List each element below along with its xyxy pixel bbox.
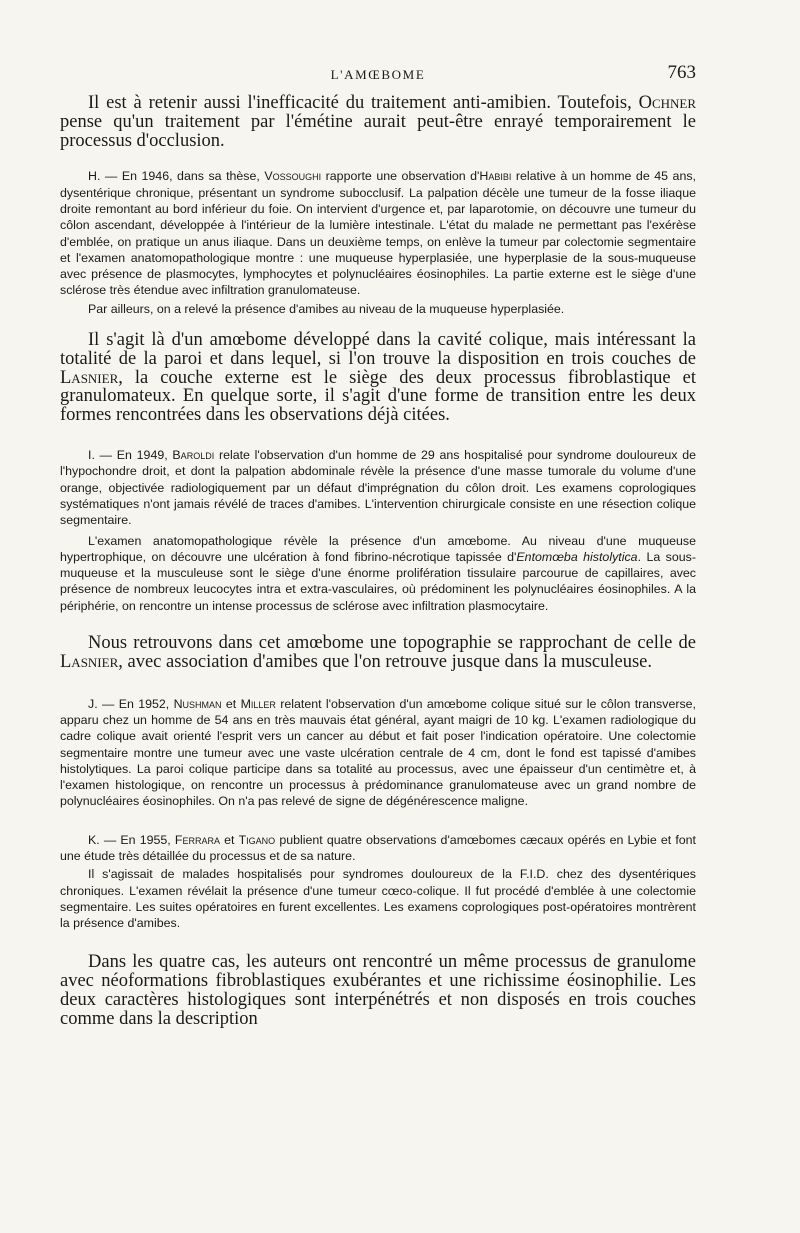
observation-k <box>60 832 696 932</box>
observation-j-text <box>60 696 696 810</box>
paragraph-conclusion: Dans les quatre cas, les auteurs ont rencontré un même processus de granulome avec néoformations fibroblastiques exubérantes et une richissime éosinophilie. Les deux caractères histologiques sont interpénétrés et non disposés en trois couches comme dans la description <box>60 952 696 1029</box>
species-name: Entomœba histolytica <box>516 549 638 564</box>
observation-h-body: En 1946, dans sa thèse, Vossoughi rapporte une observation d'Habibi relative à un homme de 45 ans, dysentérique chronique, présentant un syndrome subocclusif. La palpation décèle une tumeur de la fosse iliaque droite remontant au bord inférieur du foie. On intervient d'urgence et, par laparotomie, on découvre une tumeur du côlon ascendant, développée à l'intérieur de la lumière intestinale. L'état du malade ne permettant pas l'exérèse d'emblée, on pratique un anus iliaque. Dans un deuxième temps, on enlève la tumeur par colectomie segmentaire et l'examen anatomopathologique montre : une muqueuse hyperplasiée, une hyperplasie de la sous-muqueuse avec présence de plasmocytes, lymphocytes et polynucléaires éosinophiles. La partie externe est le siège d'une sclérose très étendue avec infiltration granulomateuse. <box>60 169 696 298</box>
running-title: L'AMŒBOME <box>330 67 426 82</box>
paragraph-commentary-2: Nous retrouvons dans cet amœbome une topographie se rapprochant de celle de Lasnier, avec association d'amibes que l'on retrouve jusque dans la musculeuse. <box>60 633 696 672</box>
observation-h-letter: H. — <box>88 169 118 184</box>
observation-i-letter: I. — <box>88 448 113 463</box>
observation-k-body: En 1955, Ferrara et Tigano publient quatre observations d'amœbomes cæcaux opérés en Lybie et font une étude très détaillée du processus et de sa nature. <box>60 832 696 863</box>
author-name: Ferrara <box>174 832 220 847</box>
author-name: Ochner <box>638 93 696 113</box>
observation-i-exam: L'examen anatomopathologique révèle la présence d'un amœbome. Au niveau d'une muqueuse hypertrophique, on découvre une ulcération à fond fibrino-nécrotique tapissée d'Entomœba histolytica. La sous-muqueuse et la musculeuse sont le siège d'une énorme prolifération tissulaire parcourue de capillaires, avec présence de nombreux leucocytes intra et extra-vasculaires, où prédominent les polynucléaires éosinophiles. A la périphérie, on rencontre un intense processus de sclérose avec infiltration plasmocytaire. <box>60 533 696 613</box>
observation-k-text <box>60 832 696 865</box>
observation-i-body: En 1949, Baroldi relate l'observation d'un homme de 29 ans hospitalisé pour syndrome douloureux de l'hypochondre droit, et dont la palpation abdominale révèle la présence d'une masse tumorale du volume d'une orange, objectivée radiologiquement par un défaut d'imprégnation du côlon droit. Les examens coprologiques systématiques n'ont jamais révélé de traces d'amibes. L'intervention chirurgicale consiste en une résection colique segmentaire. <box>60 448 696 528</box>
observation-k-detail: Il s'agissait de malades hospitalisés pour syndromes douloureux de la F.I.D. chez des dysentériques chroniques. L'examen révélait la présence d'une tumeur cœco-colique. Il fut procédé d'emblée à une colectomie segmentaire. Les suites opératoires en furent excellentes. Les examens coprologiques post-opératoires montrèrent la présence d'amibes. <box>60 867 696 931</box>
observation-h <box>60 168 696 317</box>
page-number: 763 <box>667 62 696 83</box>
page-header <box>60 62 696 86</box>
paragraph-intro: Il est à retenir aussi l'inefficacité du traitement anti-amibien. Toutefois, Ochner pense qu'un traitement par l'émétine aurait peut-être enrayé temporairement le processus d'occlusion. <box>60 93 696 151</box>
author-name: Habibi <box>479 169 512 184</box>
author-name: Lasnier <box>60 651 119 672</box>
observation-j-body: En 1952, Nushman et Miller relatent l'observation d'un amœbome colique situé sur le côlon transverse, apparu chez un homme de 54 ans en très mauvais état général, ayant maigri de 10 kg. L'examen radiologique du cadre colique avait orienté l'esprit vers un cancer au début et fait poser l'indication opératoire. Une colectomie segmentaire montre une tumeur avec une vaste ulcération centrale de 4 cm, dont le fond est tapissé d'amibes histolytiques. La paroi colique participe dans sa totalité au processus, avec une épaisseur d'un centimètre et, à l'examen histologique, on rencontre un processus à prédominance granulomateuse avec un grand nombre de polynucléaires éosinophiles. On n'a pas relevé de signe de dégénérescence maligne. <box>60 696 696 809</box>
author-name: Miller <box>240 696 276 711</box>
author-name: Nushman <box>173 696 222 711</box>
page <box>60 62 696 1029</box>
observation-i-text <box>60 447 696 528</box>
observation-j <box>60 696 696 810</box>
author-name: Vossoughi <box>264 169 322 184</box>
observation-h-text <box>60 168 696 298</box>
observation-i <box>60 447 696 614</box>
paragraph-commentary-1: Il s'agit là d'un amœbome développé dans la cavité colique, mais intéressant la totalité de la paroi et dans lequel, si l'on trouve la disposition en trois couches de Lasnier, la couche externe est le siège des deux processus fibroblastique et granulomateux. En quelque sorte, il s'agit d'une forme de transition entre les deux formes rencontrées dans les observations déjà citées. <box>60 330 696 426</box>
author-name: Lasnier <box>60 367 119 388</box>
observation-h-note: Par ailleurs, on a relevé la présence d'amibes au niveau de la muqueuse hyperplasiée. <box>88 301 565 316</box>
observation-k-letter: K. — <box>88 832 117 847</box>
author-name: Baroldi <box>172 448 215 463</box>
observation-j-letter: J. — <box>88 696 115 711</box>
author-name: Tigano <box>238 832 276 847</box>
